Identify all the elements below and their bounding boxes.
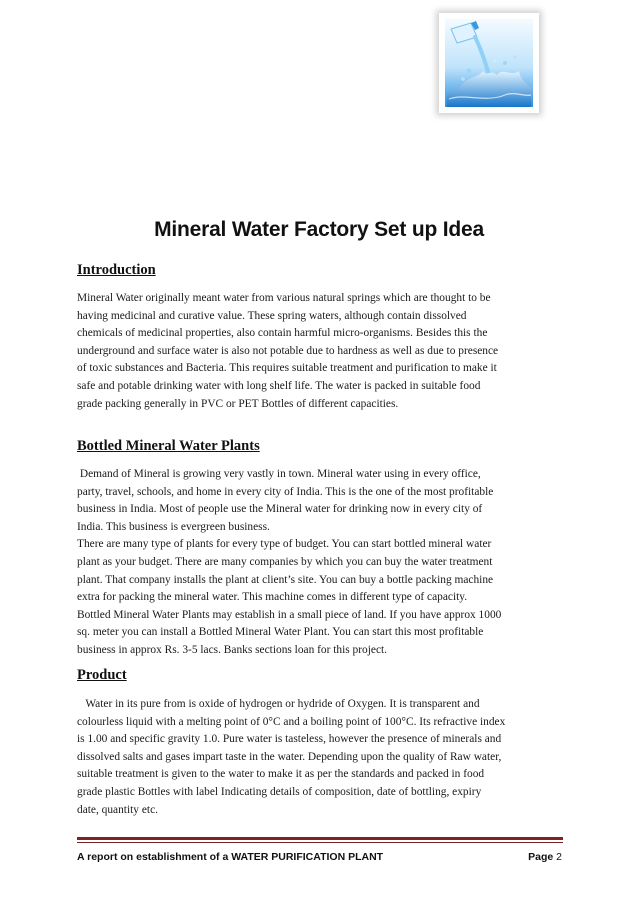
introduction-paragraph: [77, 290, 577, 413]
footer-rule: [77, 837, 563, 840]
paragraph-line: is 1.00 and specific gravity 1.0. Pure water is tasteless, however the presence of minerals and: [77, 733, 502, 746]
paragraph-line: date, quantity etc.: [77, 803, 158, 816]
water-splash-icon: [445, 19, 533, 107]
paragraph-line: Water in its pure from is oxide of hydrogen or hydride of Oxygen. It is transparent and: [77, 698, 480, 710]
paragraph-line: underground and surface water is also not potable due to hardness as well as due to presence: [77, 344, 499, 357]
footer-page-number: [528, 851, 562, 863]
footer-report-title: A report on establishment of a WATER PURIFICATION PLANT: [77, 851, 384, 863]
paragraph-line: plant as your budget. There are many companies by which you can buy the water treatment: [77, 555, 493, 568]
section-heading-introduction: Introduction: [77, 262, 156, 278]
paragraph-line: Mineral Water originally meant water from various natural springs which are thought to be: [77, 292, 491, 304]
paragraph-line: colourless liquid with a melting point of 0°C and a boiling point of 100°C. Its refractive index: [77, 715, 506, 728]
page-label: Page: [528, 851, 554, 863]
paragraph-line: grade plastic Bottles with label Indicating details of composition, date of bottling, expiry: [77, 785, 482, 798]
paragraph-line: party, travel, schools, and home in every city of India. This is the one of the most profitable: [77, 485, 494, 498]
paragraph-line: extra for packing the mineral water. This machine comes in different type of capacity.: [77, 591, 468, 604]
paragraph-line: Demand of Mineral is growing very vastly in town. Mineral water using in every office,: [77, 468, 481, 480]
product-paragraph: [77, 696, 577, 819]
paragraph-line: business in India. Most of people use the Mineral water for drinking now in every city of: [77, 503, 483, 516]
paragraph-line: safe and potable drinking water with long shelf life. The water is packed in suitable food: [77, 379, 481, 392]
paragraph-line: business in approx Rs. 3-5 lacs. Banks sections loan for this project.: [77, 643, 388, 656]
page-title: Mineral Water Factory Set up Idea: [154, 218, 484, 241]
section-heading-product: Product: [77, 667, 127, 683]
page-number: 2: [556, 851, 562, 863]
paragraph-line: having medicinal and curative value. These spring waters, although contain dissolved: [77, 309, 467, 322]
paragraph-line: plant. That company installs the plant at client’s site. You can buy a bottle packing machine: [77, 573, 494, 586]
paragraph-line: sq. meter you can install a Bottled Mineral Water Plant. You can start this most profitable: [77, 626, 484, 639]
paragraph-line: suitable treatment is given to the water to make it as per the standards and packed in food: [77, 768, 485, 781]
paragraph-line: dissolved salts and gases impart taste in the water. Depending upon the quality of Raw water,: [77, 750, 502, 763]
paragraph-line: of toxic substances and Bacteria. This requires suitable treatment and purification to make it: [77, 362, 497, 375]
paragraph-line: There are many type of plants for every type of budget. You can start bottled mineral water: [77, 538, 492, 551]
header-logo: [439, 13, 539, 113]
footer-rule-thin: [77, 842, 563, 843]
paragraph-line: Bottled Mineral Water Plants may establish in a small piece of land. If you have approx 1000: [77, 608, 502, 621]
section-heading-bottled-plants: Bottled Mineral Water Plants: [77, 438, 260, 454]
bottled-plants-paragraph: [77, 466, 577, 660]
paragraph-line: India. This business is evergreen business.: [77, 520, 270, 533]
paragraph-line: chemicals of medicinal properties, also contain harmful micro-organisms. Besides this the: [77, 327, 488, 340]
paragraph-line: grade packing generally in PVC or PET Bottles of different capacities.: [77, 397, 399, 410]
